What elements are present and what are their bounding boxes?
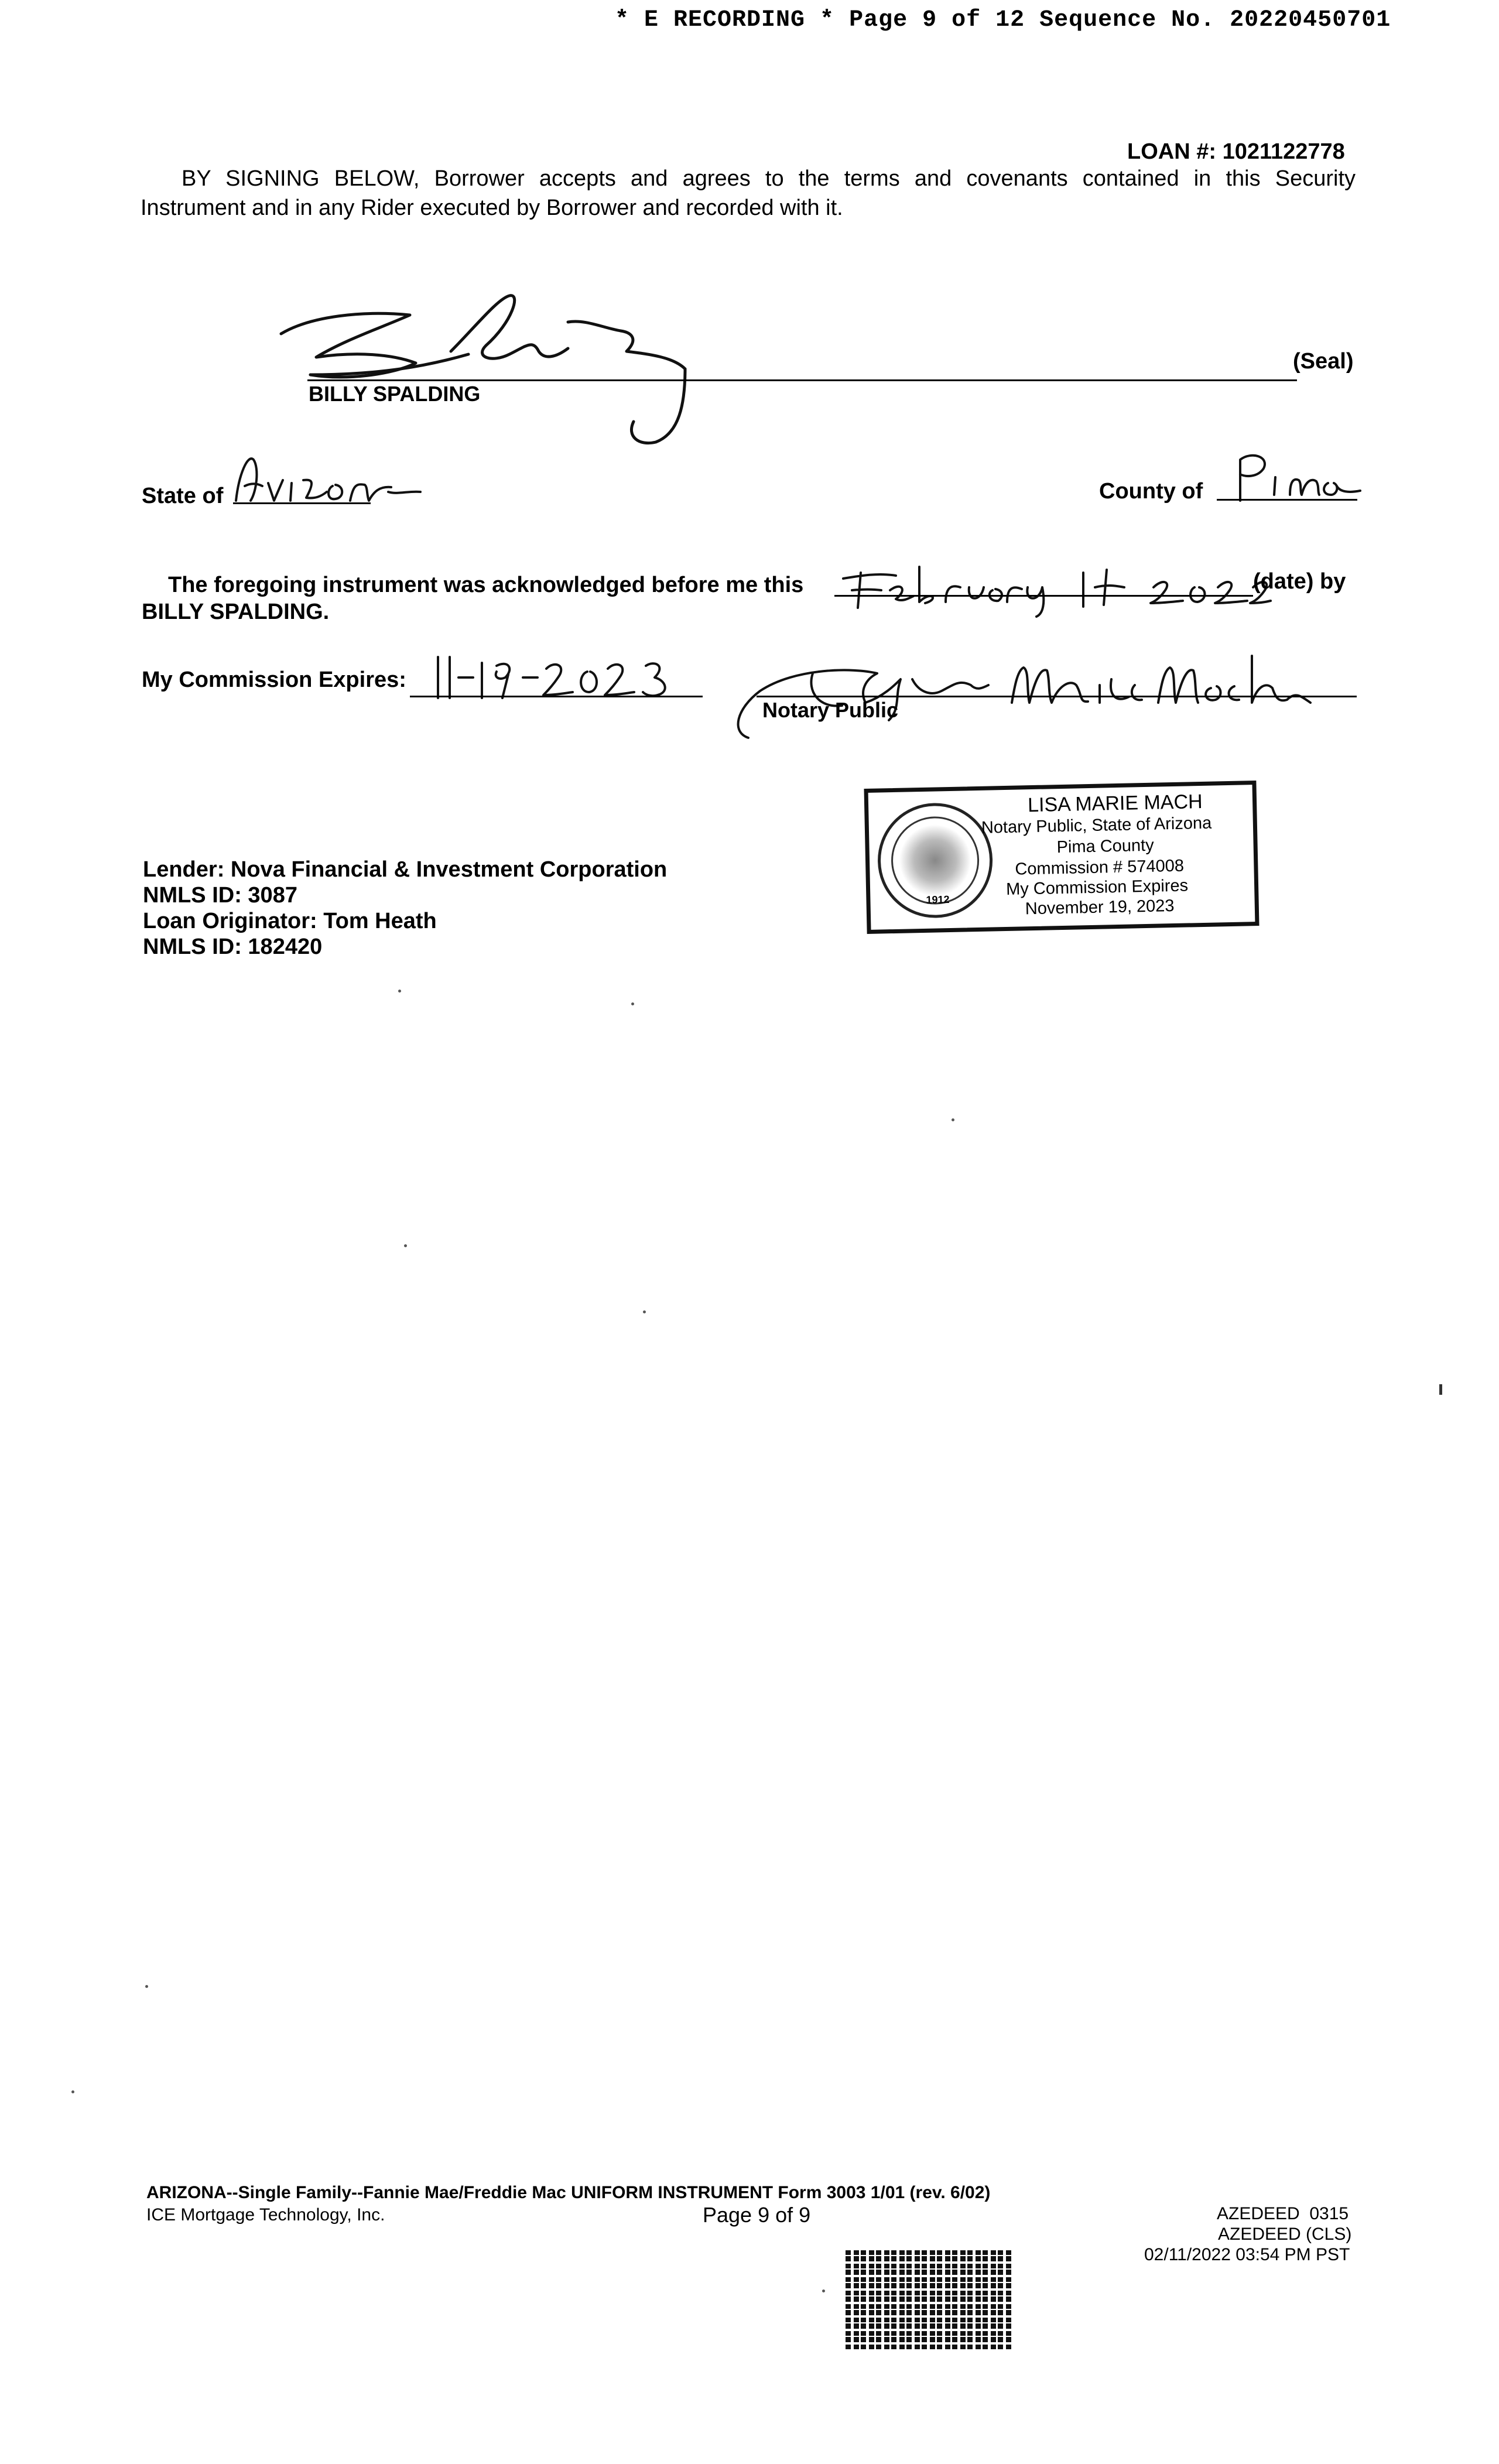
- scan-speck: [398, 990, 401, 993]
- footer-page-label: Page 9 of 9: [703, 2203, 811, 2227]
- footer-form-line: ARIZONA--Single Family--Fannie Mae/Freddie Mac UNIFORM INSTRUMENT Form 3003 1/01 (rev. 6/02): [146, 2183, 991, 2202]
- loan-number: 1021122778: [1222, 139, 1345, 164]
- scan-speck: [631, 1002, 634, 1005]
- notary-signature-line: [757, 696, 1357, 697]
- stamp-line-3: Pima County: [1056, 836, 1154, 857]
- intro-line-2: Instrument and in any Rider executed by Borrower and recorded with it.: [141, 196, 843, 220]
- state-handwriting: [233, 451, 444, 504]
- intro-line-1: BY SIGNING BELOW, Borrower accepts and agrees to the terms and covenants contained in this Security: [182, 166, 1356, 191]
- footer-company: ICE Mortgage Technology, Inc.: [146, 2205, 385, 2225]
- notary-signature: [725, 644, 1392, 744]
- commission-line: [410, 696, 703, 697]
- scan-speck: [643, 1310, 646, 1313]
- stamp-line-5: My Commission Expires: [1005, 876, 1189, 899]
- lender-line: Lender: Nova Financial & Investment Corporation: [143, 857, 668, 882]
- notary-stamp: [864, 781, 1259, 934]
- ack-text: The foregoing instrument was acknowledged before me this: [168, 573, 804, 597]
- county-handwritten-pima: [1217, 451, 1363, 504]
- ack-name: BILLY SPALDING.: [142, 600, 330, 624]
- loan-number-row: [1127, 139, 1345, 165]
- loan-originator-line: Loan Originator: Tom Heath: [143, 909, 437, 933]
- footer-timestamp: 02/11/2022 03:54 PM PST: [1144, 2245, 1350, 2264]
- great-seal-of-arizona: [877, 802, 994, 919]
- footer-code-2: AZEDEED (CLS): [1218, 2225, 1352, 2244]
- stamp-line-6: November 19, 2023: [1025, 896, 1175, 919]
- scan-speck: [145, 1985, 148, 1988]
- recording-header: * E RECORDING * Page 9 of 12 Sequence No. 20220450701: [615, 7, 1391, 33]
- state-line: [233, 502, 371, 504]
- scan-speck: [822, 2290, 825, 2292]
- county-line: [1217, 499, 1357, 501]
- ack-date-suffix: (date) by: [1253, 569, 1346, 594]
- seal-year: 1912: [926, 894, 950, 906]
- state-handwritten-arizona: [233, 451, 444, 504]
- borrower-signature: [275, 287, 744, 463]
- scan-speck: [404, 1244, 407, 1247]
- stamp-line-2: Notary Public, State of Arizona: [981, 813, 1212, 837]
- ack-date-handwritten: [837, 555, 1271, 620]
- scan-speck: [71, 2090, 74, 2093]
- stamp-notary-name: LISA MARIE MACH: [1027, 790, 1203, 817]
- barcode-2d: [846, 2250, 1013, 2349]
- stamp-line-4: Commission # 574008: [1015, 856, 1185, 879]
- ack-date-line: [834, 595, 1253, 597]
- state-label: State of: [142, 484, 224, 508]
- scan-mark: [1439, 1384, 1442, 1395]
- lender-nmls: NMLS ID: 3087: [143, 883, 297, 908]
- borrower-name: BILLY SPALDING: [309, 382, 481, 406]
- originator-nmls: NMLS ID: 182420: [143, 935, 323, 959]
- footer-code-1: AZEDEED 0315: [1217, 2204, 1349, 2223]
- commission-label: My Commission Expires:: [142, 668, 406, 692]
- notary-public-label: Notary Public: [762, 698, 899, 722]
- seal-label: (Seal): [1293, 349, 1354, 374]
- loan-label: LOAN #:: [1127, 139, 1216, 164]
- county-label: County of: [1099, 479, 1203, 504]
- borrower-signature-line: [307, 379, 1297, 381]
- scan-speck: [952, 1118, 954, 1121]
